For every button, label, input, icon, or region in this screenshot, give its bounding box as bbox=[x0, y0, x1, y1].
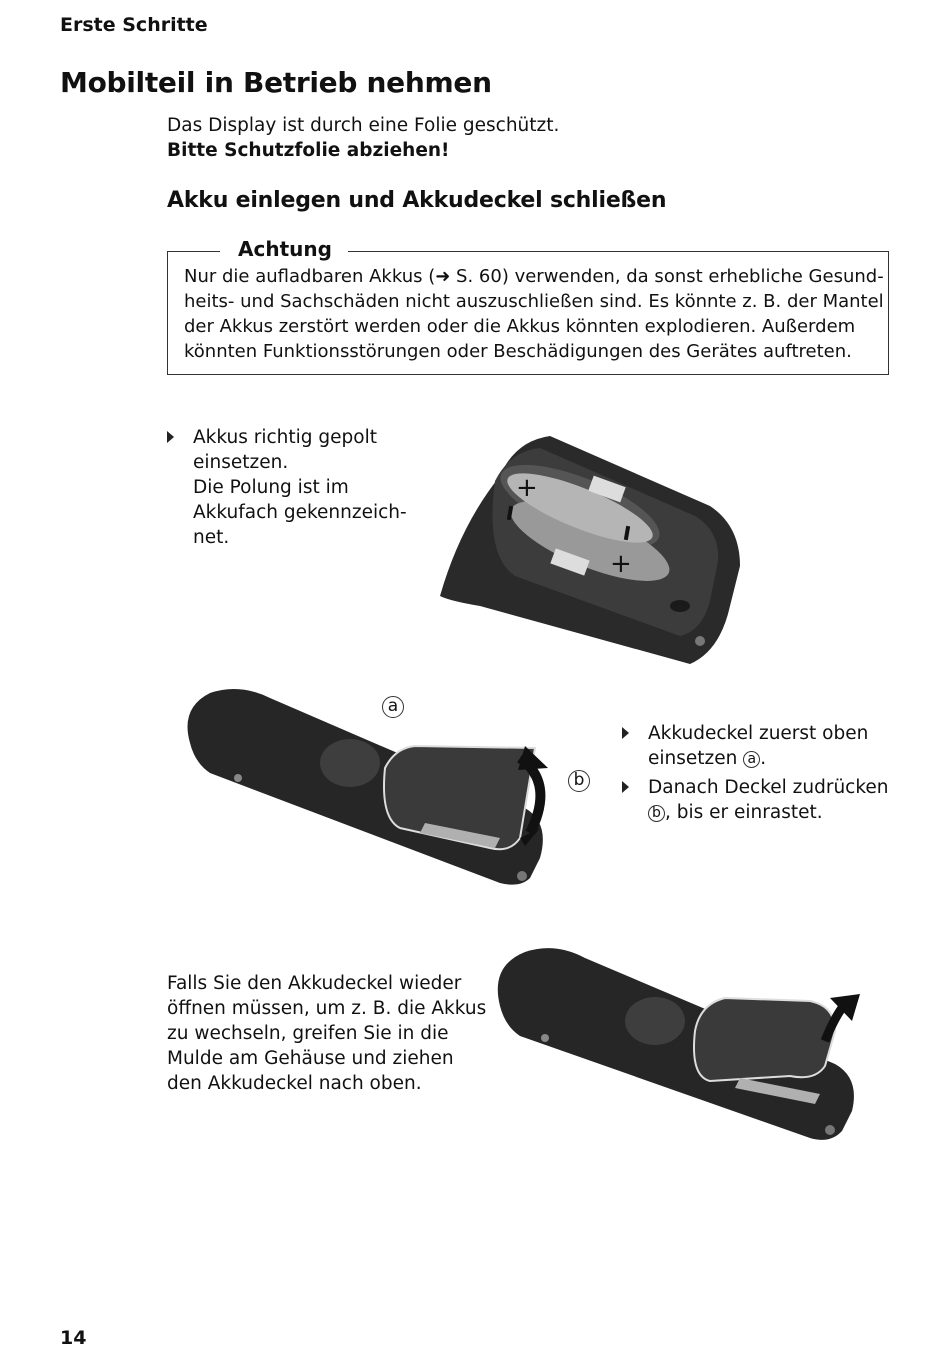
callout-b: b bbox=[568, 770, 590, 792]
step1-line: einsetzen. bbox=[193, 452, 289, 473]
subsection-title: Akku einlegen und Akkudeckel schließen bbox=[167, 188, 667, 213]
step1-instruction bbox=[167, 425, 427, 550]
intro-bold-line: Bitte Schutzfolie abziehen! bbox=[167, 140, 450, 161]
step3-line: den Akkudeckel nach oben. bbox=[167, 1073, 422, 1094]
page-number: 14 bbox=[60, 1327, 87, 1349]
intro-text bbox=[167, 113, 559, 163]
warning-line: Nur die aufladbaren Akkus (➜ S. 60) verwenden, da sonst erhebliche Gesund- bbox=[184, 266, 884, 287]
step3-instruction bbox=[167, 971, 487, 1096]
marker-a: a bbox=[743, 751, 760, 768]
close-cover-illustration bbox=[180, 688, 560, 888]
page-title: Mobilteil in Betrieb nehmen bbox=[60, 66, 492, 99]
warning-text bbox=[184, 264, 884, 364]
bullet-triangle-icon bbox=[622, 781, 629, 793]
step2-line: b , bis er einrastet. bbox=[648, 800, 912, 825]
bullet-triangle-icon bbox=[167, 431, 174, 443]
step2-line: einsetzen a . bbox=[648, 748, 767, 769]
step3-line: Mulde am Gehäuse und ziehen bbox=[167, 1048, 454, 1069]
warning-line: könnten Funktionsstörungen oder Beschädigungen des Gerätes auftreten. bbox=[184, 341, 852, 362]
step2-line: Akkudeckel zuerst oben bbox=[648, 723, 869, 744]
step2-instruction bbox=[622, 721, 912, 825]
plus-symbol: + bbox=[610, 549, 632, 579]
step2-line: Danach Deckel zudrücken bbox=[648, 777, 889, 798]
plus-symbol: + bbox=[516, 473, 538, 503]
intro-line: Das Display ist durch eine Folie geschützt. bbox=[167, 115, 560, 136]
bullet-item bbox=[167, 425, 427, 550]
bullet-item bbox=[622, 775, 912, 825]
bullet-triangle-icon bbox=[622, 727, 629, 739]
callout-a: a bbox=[382, 696, 404, 718]
battery-compartment-illustration bbox=[440, 436, 745, 666]
warning-line: der Akkus zerstört werden oder die Akkus könnten explodieren. Außerdem bbox=[184, 316, 856, 337]
step1-line: Akkus richtig gepolt bbox=[193, 427, 377, 448]
step1-line: Die Polung ist im bbox=[193, 477, 349, 498]
step3-line: zu wechseln, greifen Sie in die bbox=[167, 1023, 449, 1044]
open-cover-illustration bbox=[490, 946, 865, 1146]
warning-line: heits- und Sachschäden nicht auszuschließen sind. Es könnte z. B. der Mantel bbox=[184, 291, 884, 312]
step1-line: Akkufach gekennzeich- bbox=[193, 502, 407, 523]
step3-line: öffnen müssen, um z. B. die Akkus bbox=[167, 998, 487, 1019]
step1-line: net. bbox=[193, 527, 230, 548]
marker-b: b bbox=[648, 805, 665, 822]
bullet-item bbox=[622, 721, 912, 771]
step3-line: Falls Sie den Akkudeckel wieder bbox=[167, 973, 462, 994]
warning-title: Achtung bbox=[220, 237, 348, 261]
section-header: Erste Schritte bbox=[60, 14, 208, 36]
